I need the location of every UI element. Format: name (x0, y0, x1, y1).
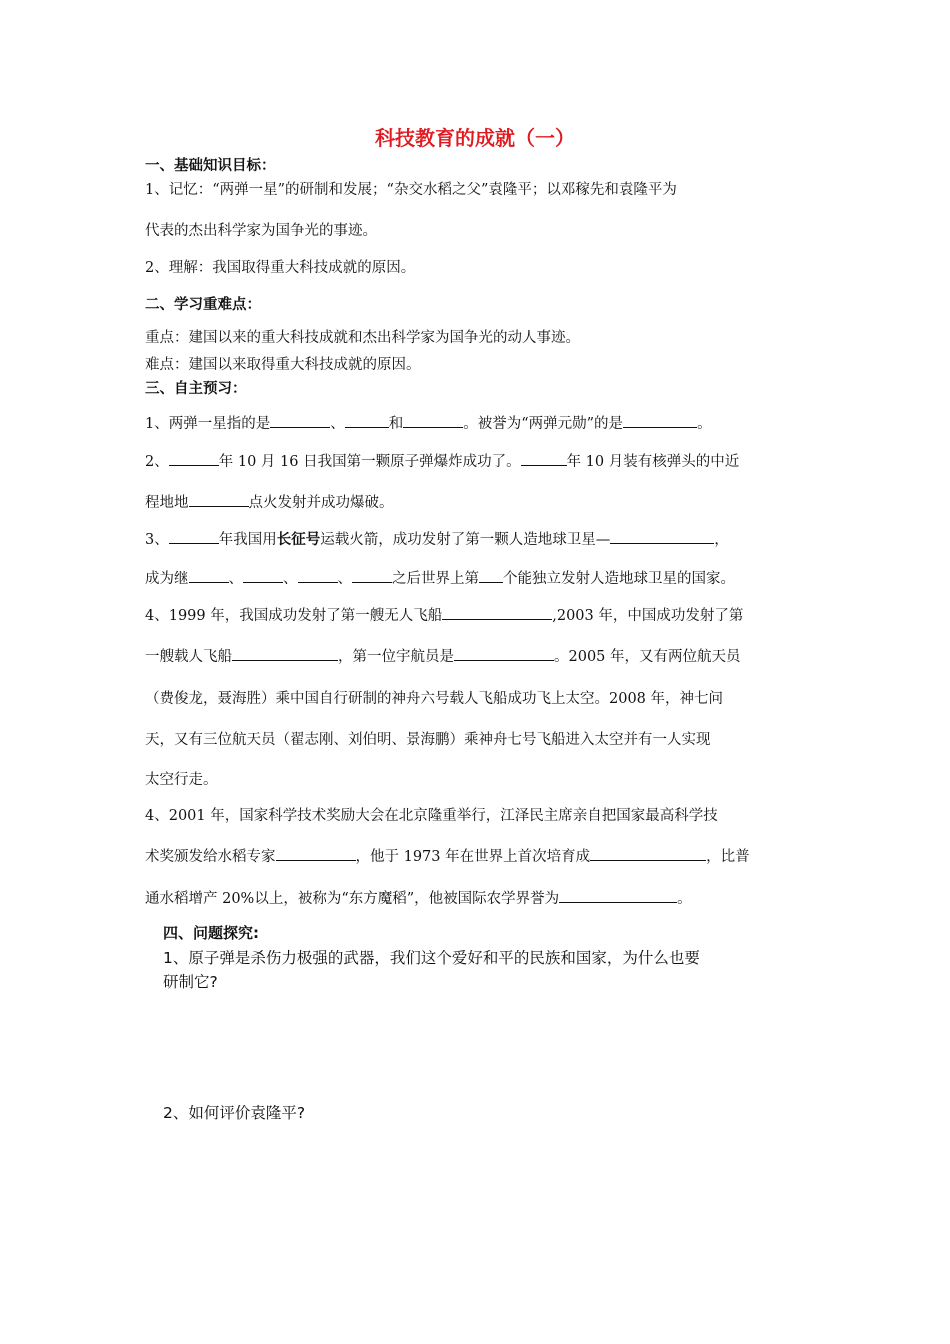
blank[interactable] (243, 568, 283, 583)
section-2-heading: 二、学习重难点： (145, 297, 261, 313)
section-4-heading: 四、问题探究: (163, 924, 259, 942)
blank[interactable] (169, 451, 219, 466)
blank[interactable] (590, 846, 706, 861)
blank[interactable] (623, 413, 697, 428)
blank[interactable] (345, 413, 389, 428)
q4-line-2: 一艘载人飞船 ，第一位宇航员是 。2005 年，又有两位航天员 (145, 645, 741, 666)
section-1-heading: 一、基础知识目标： (145, 158, 276, 174)
blank[interactable] (270, 413, 330, 428)
q3-line-1: 3、 年我国用长征号运载火箭，成功发射了第一颗人造地球卫星— ， (145, 528, 729, 549)
s1-line-3: 2、理解：我国取得重大科技成就的原因。 (145, 260, 416, 276)
blank[interactable] (610, 529, 714, 544)
s1-line-2: 代表的杰出科学家为国争光的事迹。 (145, 223, 377, 239)
q2-line-1: 2、 年 10 月 16 日我国第一颗原子弹爆炸成功了。 年 10 月装有核弹头的中近 (145, 450, 739, 471)
q4-line-3: （费俊龙，聂海胜）乘中国自行研制的神舟六号载人飞船成功飞上太空。2008 年，神七问 (145, 691, 724, 707)
section-3-heading: 三、自主预习： (145, 381, 247, 397)
s4-question-2: 2、如何评价袁隆平? (163, 1104, 306, 1122)
blank[interactable] (403, 413, 463, 428)
q3-line-2: 成为继 、 、 、 之后世界上第 个能独立发射人造地球卫星的国家。 (145, 567, 735, 588)
blank[interactable] (479, 568, 503, 583)
blank[interactable] (189, 492, 249, 507)
blank[interactable] (189, 568, 229, 583)
q2-line-2: 程地地 点火发射并成功爆破。 (145, 491, 394, 512)
q4-line-5: 太空行走。 (145, 772, 218, 788)
blank[interactable] (276, 846, 356, 861)
q4-line-4: 天，又有三位航天员（翟志刚、刘伯明、景海鹏）乘神舟七号飞船进入太空并有一人实现 (145, 732, 711, 748)
s2-line-2: 难点：建国以来取得重大科技成就的原因。 (145, 357, 421, 373)
page-title: 科技教育的成就（一） (375, 126, 575, 150)
blank[interactable] (442, 605, 552, 620)
q1-line: 1、两弹一星指的是 、 和 。被誉为“两弹元勋”的是 。 (145, 412, 712, 433)
blank[interactable] (298, 568, 338, 583)
s1-line-1: 1、记忆：“两弹一星”的研制和发展；“杂交水稻之父”袁隆平；以邓稼先和袁隆平为 (145, 182, 677, 198)
q5-line-1: 4、2001 年，国家科学技术奖励大会在北京隆重举行，江泽民主席亲自把国家最高科学技 (145, 808, 718, 824)
blank[interactable] (232, 646, 338, 661)
q5-line-3: 通水稻增产 20%以上，被称为“东方魔稻”，他被国际农学界誉为 。 (145, 887, 692, 908)
q4-line-1: 4、1999 年，我国成功发射了第一艘无人飞船 ,2003 年，中国成功发射了第 (145, 604, 743, 625)
blank[interactable] (454, 646, 554, 661)
blank[interactable] (559, 888, 677, 903)
s4-question-1-line-1: 1、原子弹是杀伤力极强的武器，我们这个爱好和平的民族和国家，为什么也要 (163, 949, 700, 967)
blank[interactable] (521, 451, 567, 466)
blank[interactable] (169, 529, 219, 544)
s4-question-1-line-2: 研制它? (163, 973, 218, 991)
blank[interactable] (352, 568, 392, 583)
q5-line-2: 术奖颁发给水稻专家 ，他于 1973 年在世界上首次培育成 ，比普 (145, 845, 750, 866)
s2-line-1: 重点：建国以来的重大科技成就和杰出科学家为国争光的动人事迹。 (145, 330, 580, 346)
